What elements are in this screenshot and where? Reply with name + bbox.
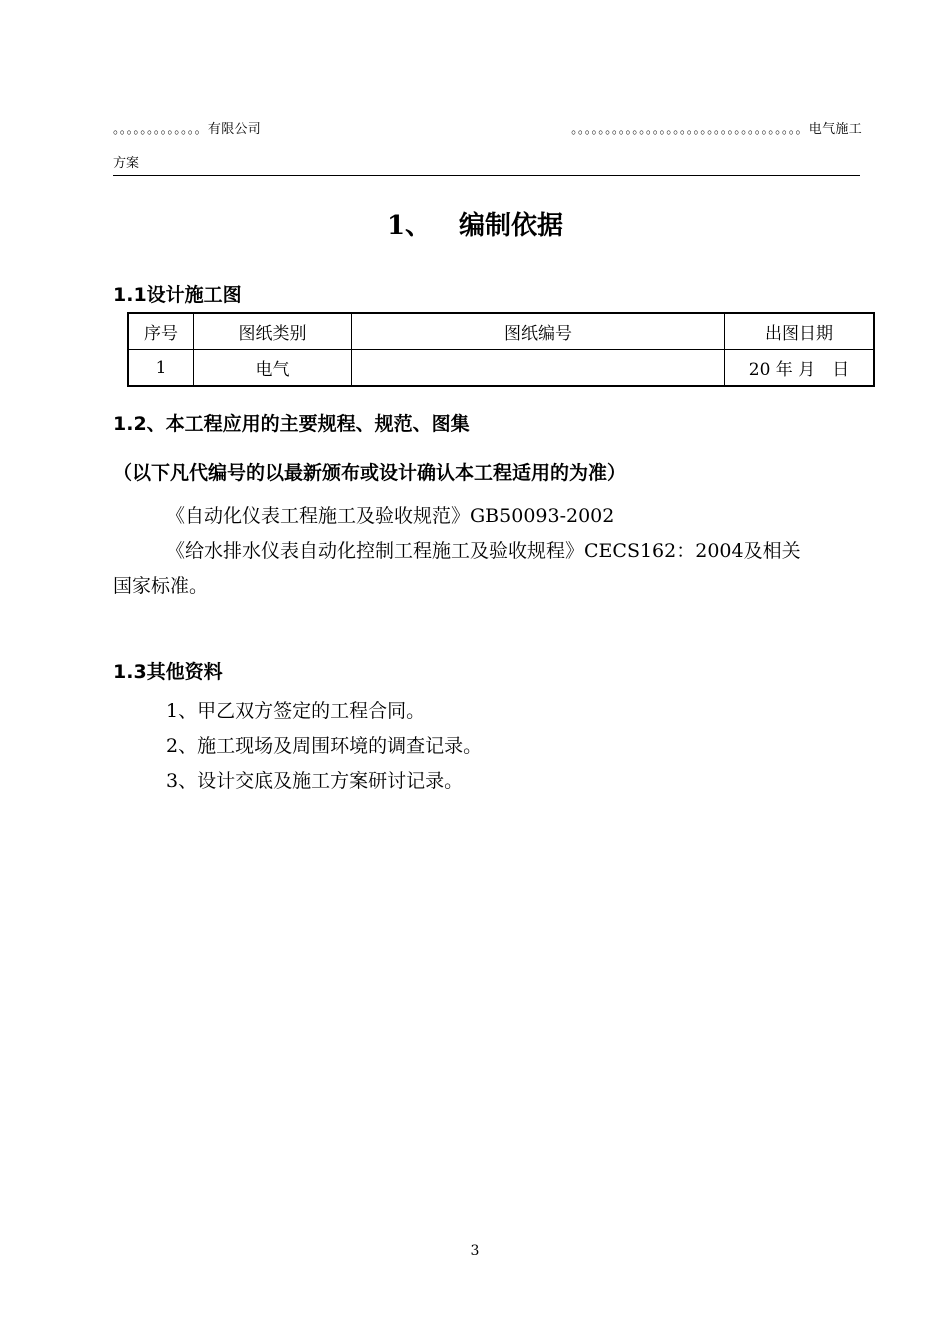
heading-1-2: 1.2、本工程应用的主要规程、规范、图集 bbox=[113, 413, 470, 435]
list-item: 1、甲乙双方签定的工程合同。 bbox=[166, 700, 426, 722]
standards-note: （以下凡代编号的以最新颁布或设计确认本工程适用的为准） bbox=[113, 462, 627, 484]
table-cell: 1 bbox=[128, 350, 194, 387]
table-cell bbox=[352, 350, 725, 387]
table-row bbox=[128, 350, 874, 387]
heading-1-3: 1.3其他资料 bbox=[113, 661, 223, 683]
table-header-cell: 序号 bbox=[128, 313, 194, 350]
list-item: 3、设计交底及施工方案研讨记录。 bbox=[166, 770, 464, 792]
table-header-cell: 图纸类别 bbox=[194, 313, 352, 350]
header-doc-title-cont: 方案 bbox=[113, 156, 140, 171]
section-title-text: 编制依据 bbox=[459, 211, 564, 241]
heading-1-1: 1.1设计施工图 bbox=[113, 284, 242, 306]
drawings-table bbox=[127, 312, 875, 387]
standard-item: 《给水排水仪表自动化控制工程施工及验收规程》CECS162：2004及相关 bbox=[166, 540, 801, 562]
header-doc-title: 。。。。。。。。。。。。。。。。。。。。。。。。。。。。。。。。。。电气施工 bbox=[571, 122, 862, 137]
table-cell: 电气 bbox=[194, 350, 352, 387]
section-title-number: 1、 bbox=[386, 211, 432, 241]
table-cell: 20 年 月 日 bbox=[725, 350, 875, 387]
header-company: 。。。。。。。。。。。。。有限公司 bbox=[113, 122, 262, 137]
standard-item-cont: 国家标准。 bbox=[113, 575, 209, 597]
list-item: 2、施工现场及周围环境的调查记录。 bbox=[166, 735, 483, 757]
table-header-cell: 图纸编号 bbox=[352, 313, 725, 350]
header-rule bbox=[113, 175, 860, 176]
standard-item: 《自动化仪表工程施工及验收规范》GB50093-2002 bbox=[166, 505, 615, 527]
page-number: 3 bbox=[470, 1243, 480, 1259]
section-title bbox=[0, 205, 950, 242]
table-header-cell: 出图日期 bbox=[725, 313, 875, 350]
table-header-row bbox=[128, 313, 874, 350]
